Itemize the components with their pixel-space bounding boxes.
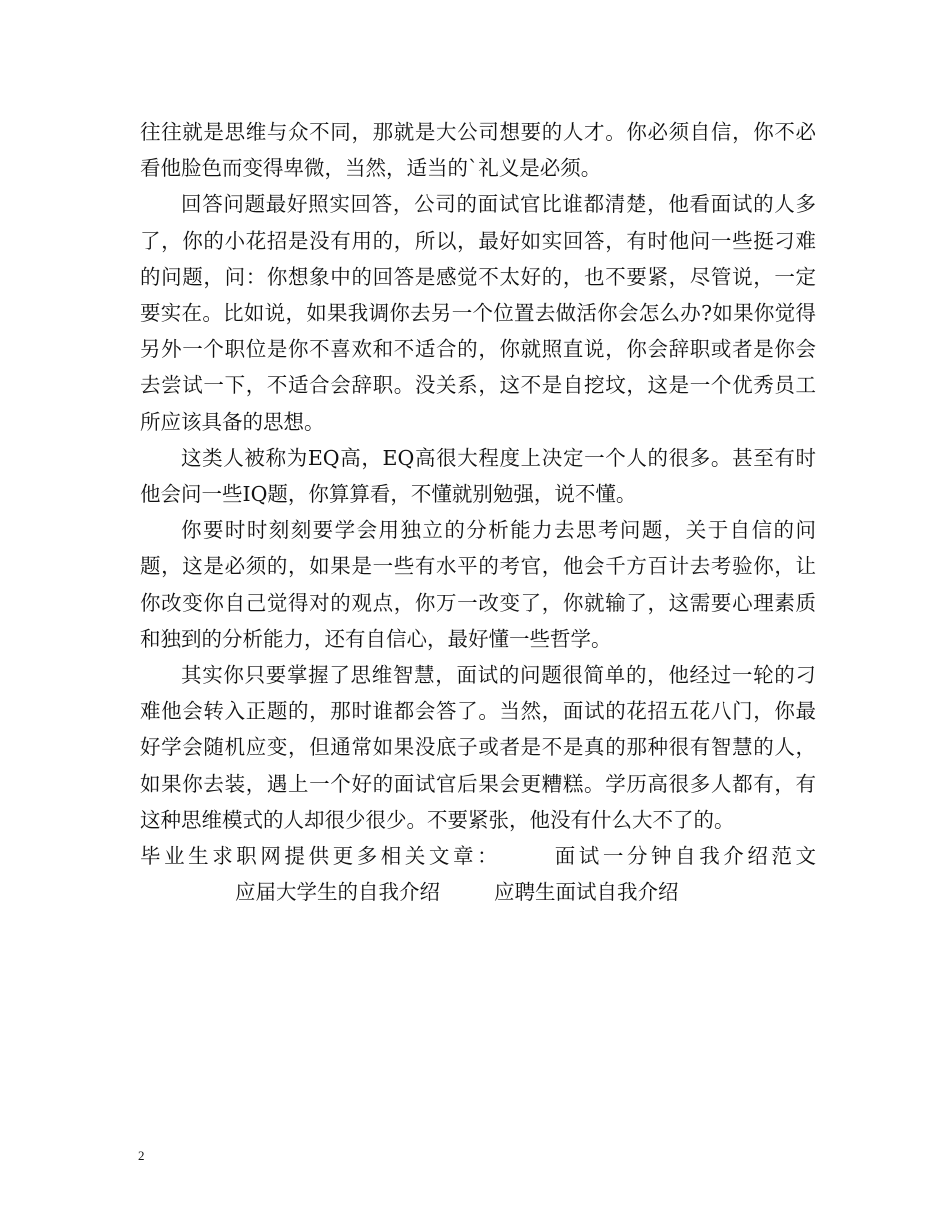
related-articles (140, 838, 816, 910)
related-articles-intro: 毕业生求职网提供更多相关文章： (140, 844, 502, 869)
paragraph-independent-thinking: 你要时时刻刻要学会用独立的分析能力去思考问题，关于自信的问题，这是必须的，如果是一些有水平的考官，他会千方百计去考验你，让你改变你自己觉得对的观点，你万一改变了，你就输了，这需要心理素质和独到的分析能力，还有自信心，最好懂一些哲学。 (140, 518, 816, 651)
paragraph-eq: 这类人被称为EQ高，EQ高很大程度上决定一个人的很多。甚至有时他会问一些IQ题，你算算看，不懂就别勉强，说不懂。 (140, 445, 816, 507)
related-link-graduate-intro[interactable]: 应届大学生的自我介绍 (235, 880, 440, 905)
paragraph-thinking-wisdom: 其实你只要掌握了思维智慧，面试的问题很简单的，他经过一轮的刁难他会转入正题的，那时谁都会答了。当然，面试的花招五花八门，你最好学会随机应变，但通常如果没底子或者是不是真的那种很有智慧的人，如果你去装，遇上一个好的面试官后果会更糟糕。学历高很多人都有，有这种思维模式的人却很少很少。不要紧张，他没有什么大不了的。 (140, 663, 816, 832)
related-link-one-minute-intro[interactable]: 面试一分钟自我介绍范文 (551, 844, 817, 869)
paragraph-continuation: 往往就是思维与众不同，那就是大公司想要的人才。你必须自信，你不必看他脸色而变得卑微，当然，适当的`礼义是必须。 (140, 120, 816, 181)
paragraph-answer-honestly: 回答问题最好照实回答，公司的面试官比谁都清楚，他看面试的人多了，你的小花招是没有用的，所以，最好如实回答，有时他问一些挺刁难的问题，问：你想象中的回答是感觉不太好的，也不要紧，尽管说，一定要实在。比如说，如果我调你去另一个位置去做活你会怎么办?如果你觉得另外一个职位是你不喜欢和不适合的，你就照直说，你会辞职或者是你会去尝试一下，不适合会辞职。没关系，这不是自挖坟，这是一个优秀员工所应该具备的思想。 (140, 192, 816, 434)
related-link-applicant-intro[interactable]: 应聘生面试自我介绍 (494, 880, 679, 905)
page-number: 2 (138, 1148, 145, 1163)
document-body (140, 114, 816, 910)
